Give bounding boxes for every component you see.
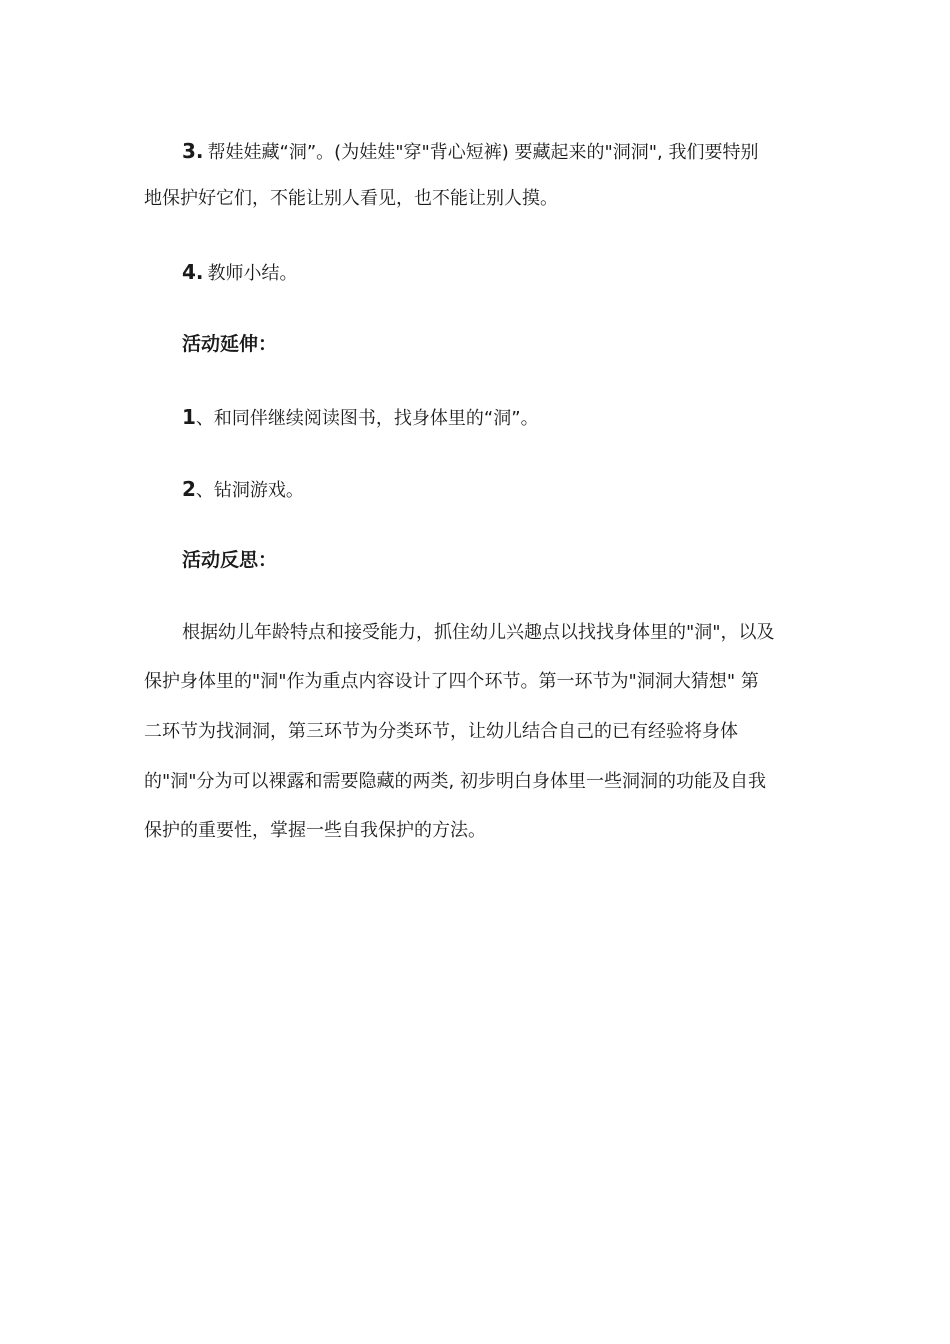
reflection-line-3: 二环节为找洞洞，第三环节为分类环节，让幼儿结合自己的已有经验将身体 xyxy=(144,721,738,742)
step-4-number: 4. xyxy=(182,260,204,284)
reflection-line-5: 保护的重要性，掌握一些自我保护的方法。 xyxy=(144,820,486,841)
extension-item-2-text: 、钻洞游戏。 xyxy=(195,480,304,501)
step-3-line-1 xyxy=(182,138,852,166)
step-3-text: 帮娃娃藏“洞”。(为娃娃"穿"背心短裤) 要藏起来的"洞洞", 我们要特别 xyxy=(207,142,759,163)
extension-heading: 活动延伸： xyxy=(182,333,278,355)
step-4 xyxy=(182,259,852,287)
reflection-line-1: 根据幼儿年龄特点和接受能力，抓住幼儿兴趣点以找找身体里的"洞"，以及 xyxy=(182,622,775,643)
step-4-text: 教师小结。 xyxy=(207,263,298,284)
extension-item-1-number: 1 xyxy=(182,405,196,429)
step-3-line-2: 地保护好它们，不能让别人看见，也不能让别人摸。 xyxy=(144,188,558,209)
extension-item-1-text: 、和同伴继续阅读图书，找身体里的“洞”。 xyxy=(195,408,539,429)
reflection-heading: 活动反思： xyxy=(182,549,278,571)
extension-item-1 xyxy=(182,404,852,432)
extension-item-2 xyxy=(182,476,852,504)
reflection-line-2: 保护身体里的"洞"作为重点内容设计了四个环节。第一环节为"洞洞大猜想" 第 xyxy=(144,671,759,692)
reflection-line-4: 的"洞"分为可以裸露和需要隐藏的两类, 初步明白身体里一些洞洞的功能及自我 xyxy=(144,771,766,792)
step-3-number: 3. xyxy=(182,139,204,163)
extension-item-2-number: 2 xyxy=(182,477,196,501)
